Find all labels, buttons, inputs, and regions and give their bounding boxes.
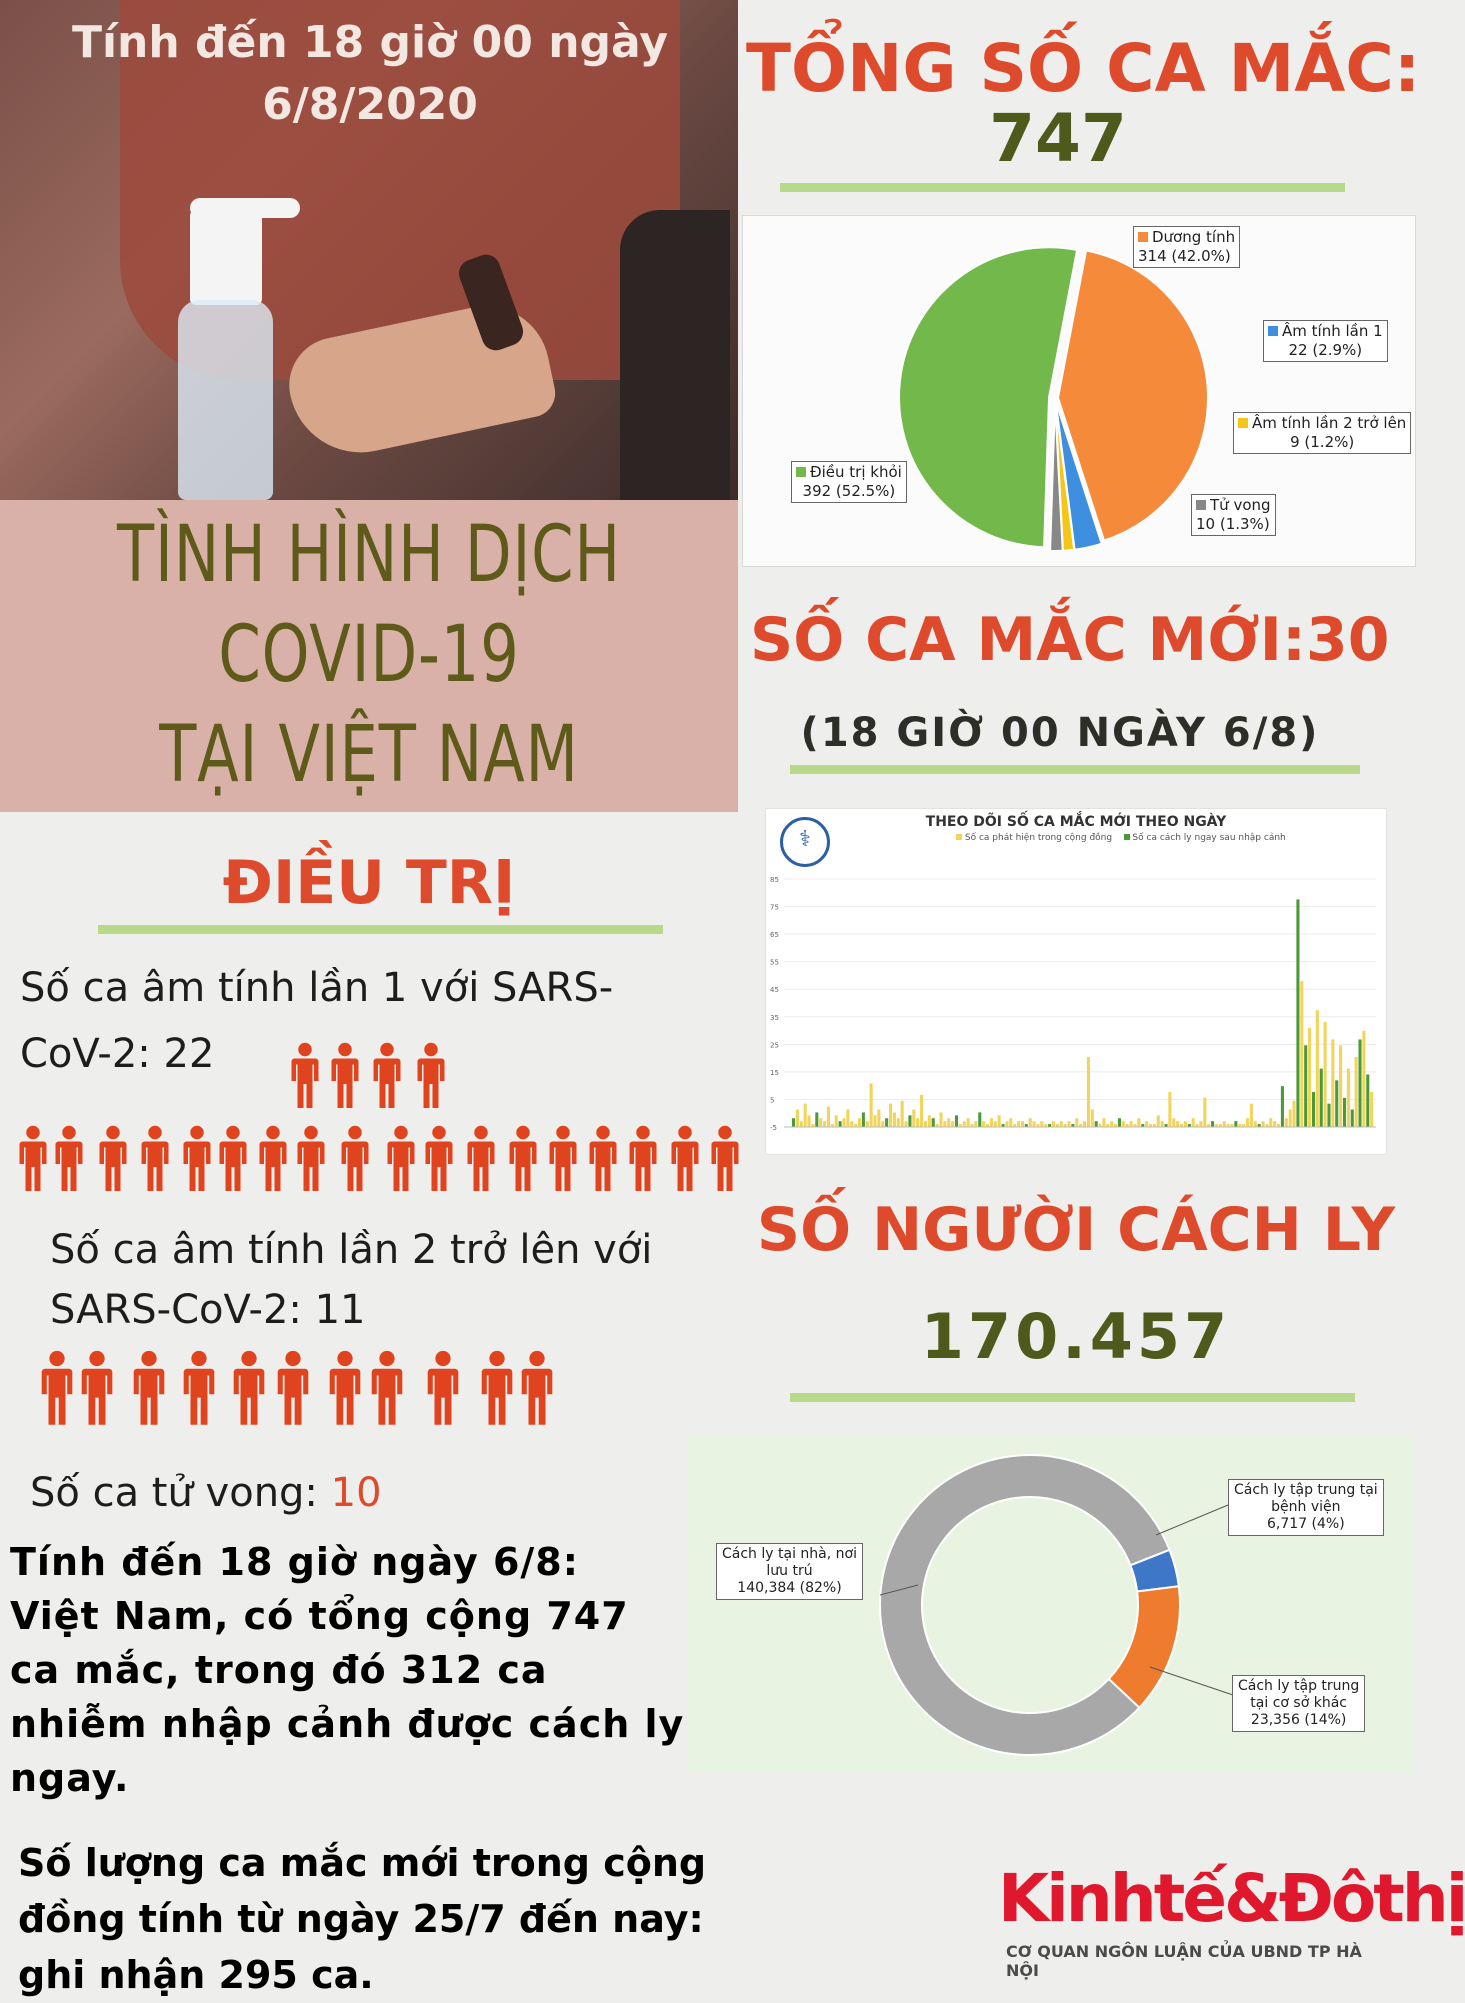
daily-bar <box>850 1121 853 1127</box>
daily-bar <box>982 1121 985 1127</box>
status-pie-chart <box>742 215 1416 567</box>
summary-paragraph: Tính đến 18 giờ ngày 6/8: Việt Nam, có tổng cộng 747 ca mắc, trong đó 312 ca nhiễm nhập cảnh được cách ly ngay. <box>10 1540 685 1800</box>
daily-bar <box>916 1118 919 1127</box>
daily-bar <box>1254 1121 1257 1127</box>
daily-bar <box>1130 1121 1133 1127</box>
death-count-value: 10 <box>330 1470 382 1516</box>
pie-label-recovered: Điều trị khỏi 392 (52.5%) <box>791 461 907 503</box>
isolation-donut-chart <box>688 1435 1414 1773</box>
daily-bar <box>1281 1086 1284 1127</box>
daily-bar <box>1370 1092 1373 1127</box>
daily-bar <box>823 1121 826 1127</box>
donut-label-other: Cách ly tập trung tại cơ sở khác 23,356 (14%) <box>1232 1675 1365 1732</box>
daily-bar <box>1320 1069 1323 1127</box>
daily-bar <box>990 1118 993 1127</box>
as-of-date: Tính đến 18 giờ 00 ngày 6/8/2020 <box>71 17 669 130</box>
y-tick-label: 55 <box>770 958 779 967</box>
daily-bar <box>912 1109 915 1127</box>
daily-bar <box>1234 1121 1237 1127</box>
daily-bar <box>1033 1121 1036 1127</box>
donut-label-home: Cách ly tại nhà, nơi lưu trú 140,384 (82%) <box>716 1543 863 1600</box>
daily-chart-title: THEO DÕI SỐ CA MẮC MỚI THEO NGÀY <box>925 814 1227 830</box>
daily-bar <box>1293 1101 1296 1127</box>
person-icon <box>40 1350 74 1425</box>
person-icon <box>548 1125 578 1191</box>
daily-bar <box>1300 981 1303 1127</box>
person-icon <box>340 1125 370 1191</box>
daily-bar <box>994 1121 997 1127</box>
daily-bar <box>792 1118 795 1127</box>
death-count-text: Số ca tử vong: 10 <box>30 1470 382 1516</box>
new-cases-label: SỐ CA MẮC MỚI:30 <box>750 605 1390 675</box>
daily-bar <box>1339 1045 1342 1127</box>
pie-label-negative-2: Âm tính lần 2 trở lên 9 (1.2%) <box>1233 412 1411 454</box>
total-cases-value: 747 <box>989 100 1127 177</box>
photo-chair-shape <box>620 210 730 500</box>
person-icon <box>670 1125 700 1191</box>
daily-bar <box>998 1115 1001 1127</box>
daily-bar <box>955 1115 958 1127</box>
daily-bar <box>846 1109 849 1127</box>
daily-bar <box>796 1109 799 1127</box>
ministry-health-logo-icon: ⚕ <box>780 817 830 867</box>
daily-cases-chart <box>765 808 1387 1155</box>
brand-tagline: CƠ QUAN NGÔN LUẬN CỦA UBND TP HÀ NỘI <box>1006 1942 1362 1980</box>
daily-bar <box>1223 1121 1226 1127</box>
daily-bar <box>1102 1118 1105 1127</box>
y-tick-label: 85 <box>770 876 779 884</box>
new-cases-time: (18 GIỜ 00 NGÀY 6/8) <box>800 710 1320 756</box>
daily-bar <box>808 1115 811 1127</box>
daily-bar <box>1362 1031 1365 1127</box>
title-line-2: COVID-19 <box>218 610 520 700</box>
daily-bar <box>1304 1045 1307 1127</box>
daily-bar <box>1075 1118 1078 1127</box>
daily-bar <box>905 1121 908 1127</box>
daily-bar <box>1122 1121 1125 1127</box>
brand-logo <box>998 1860 1465 1980</box>
person-icon <box>182 1125 212 1191</box>
negative-once-text: Số ca âm tính lần 1 với SARS- CoV-2: 22 <box>20 965 614 1077</box>
legend-square-icon <box>1138 232 1148 242</box>
daily-bar <box>819 1118 822 1127</box>
person-icon <box>520 1350 554 1425</box>
daily-bar <box>1083 1121 1086 1127</box>
daily-bar <box>873 1115 876 1127</box>
divider-bar <box>98 925 663 934</box>
daily-bar <box>978 1112 981 1127</box>
daily-bar <box>1250 1104 1253 1127</box>
daily-bar <box>1312 1092 1315 1127</box>
legend-square-icon <box>956 834 962 840</box>
person-icon <box>296 1125 326 1191</box>
daily-bar <box>943 1121 946 1127</box>
daily-bar <box>1118 1118 1121 1127</box>
daily-bar <box>901 1101 904 1127</box>
y-tick-label: 15 <box>770 1068 779 1077</box>
daily-bar <box>835 1115 838 1127</box>
daily-bar <box>881 1121 884 1127</box>
daily-bar <box>1358 1039 1361 1127</box>
daily-bar <box>893 1112 896 1127</box>
person-icon <box>140 1125 170 1191</box>
leader-line <box>1150 1667 1233 1695</box>
pie-label-negative-1: Âm tính lần 1 22 (2.9%) <box>1263 320 1388 362</box>
daily-bar <box>1137 1118 1140 1127</box>
person-icon <box>258 1125 288 1191</box>
daily-bar <box>885 1118 888 1127</box>
person-icon <box>508 1125 538 1191</box>
person-icon <box>328 1350 362 1425</box>
daily-bar <box>1161 1121 1164 1127</box>
daily-bar <box>1324 1022 1327 1127</box>
daily-bar <box>1017 1121 1020 1127</box>
sanitizer-bottle-icon <box>178 300 273 500</box>
daily-bar <box>877 1109 880 1127</box>
person-icon <box>132 1350 166 1425</box>
daily-bar <box>1366 1074 1369 1127</box>
daily-bar <box>1316 1010 1319 1127</box>
daily-bar <box>1091 1109 1094 1127</box>
daily-bar <box>951 1121 954 1127</box>
infographic-title <box>0 500 738 812</box>
daily-bar <box>908 1115 911 1127</box>
daily-bar <box>1246 1118 1249 1127</box>
daily-bar <box>1347 1069 1350 1127</box>
person-icon <box>182 1350 216 1425</box>
daily-bar <box>866 1121 869 1127</box>
legend-square-icon <box>1238 418 1248 428</box>
daily-bar <box>842 1118 845 1127</box>
daily-bar <box>1029 1118 1032 1127</box>
daily-bar <box>1199 1121 1202 1127</box>
daily-bar <box>804 1104 807 1127</box>
legend-square-icon <box>796 467 806 477</box>
daily-bar <box>947 1118 950 1127</box>
daily-bar <box>1273 1121 1276 1127</box>
brand-name: Kinhtế&Đôthị <box>998 1860 1465 1937</box>
daily-bar <box>1052 1121 1055 1127</box>
daily-cases-svg <box>766 809 1386 1154</box>
daily-chart-legend: Số ca phát hiện trong cộng đồng Số ca cách ly ngay sau nhập cảnh <box>956 833 1286 843</box>
daily-bar <box>1343 1098 1346 1127</box>
daily-bar <box>1145 1121 1148 1127</box>
title-line-1: TÌNH HÌNH DỊCH <box>117 510 621 600</box>
daily-bar <box>862 1112 865 1127</box>
daily-bar <box>1261 1121 1264 1127</box>
person-icon <box>98 1125 128 1191</box>
daily-bar <box>1095 1121 1098 1127</box>
daily-bar <box>1351 1109 1354 1127</box>
daily-bar <box>920 1095 923 1127</box>
person-icon <box>416 1042 446 1108</box>
daily-bar <box>1355 1057 1358 1127</box>
negative-twice-text: Số ca âm tính lần 2 trở lên với SARS-CoV-2: 11 <box>50 1227 653 1333</box>
daily-bar <box>1296 899 1299 1127</box>
daily-bar <box>1110 1121 1113 1127</box>
treatment-heading: ĐIỀU TRỊ <box>222 848 516 918</box>
daily-bar <box>967 1118 970 1127</box>
daily-bar <box>1211 1121 1214 1127</box>
daily-bar <box>827 1107 830 1127</box>
y-tick-label: 35 <box>770 1013 779 1022</box>
header-photo <box>0 0 738 500</box>
pie-label-positive: Dương tính 314 (42.0%) <box>1133 226 1240 268</box>
person-icon <box>80 1350 114 1425</box>
donut-segment <box>880 1455 1169 1755</box>
daily-bar <box>1335 1080 1338 1127</box>
person-icon <box>372 1042 402 1108</box>
daily-bar <box>1203 1098 1206 1127</box>
legend-square-icon <box>1268 326 1278 336</box>
person-icon <box>18 1125 48 1191</box>
daily-bar <box>889 1104 892 1127</box>
daily-bar <box>1067 1121 1070 1127</box>
person-icon <box>466 1125 496 1191</box>
daily-bar <box>928 1115 931 1127</box>
total-cases-label: TỔNG SỐ CA MẮC: <box>746 30 1421 107</box>
daily-bar <box>1060 1121 1063 1127</box>
person-icon <box>290 1042 320 1108</box>
person-icon <box>218 1125 248 1191</box>
daily-bar <box>1172 1118 1175 1127</box>
daily-bar <box>815 1112 818 1127</box>
pie-slice <box>899 247 1077 547</box>
y-tick-label: 25 <box>770 1041 779 1050</box>
daily-bar <box>1005 1121 1008 1127</box>
community-cases-paragraph: Số lượng ca mắc mới trong cộng đồng tính từ ngày 25/7 đến nay: ghi nhận 295 ca. <box>18 1841 707 1997</box>
person-icon <box>276 1350 310 1425</box>
daily-bar <box>1289 1109 1292 1127</box>
isolation-label: SỐ NGƯỜI CÁCH LY <box>756 1195 1396 1265</box>
photo-pump <box>190 210 262 305</box>
daily-bar <box>858 1118 861 1127</box>
daily-bar <box>1157 1115 1160 1127</box>
person-icon <box>54 1125 84 1191</box>
y-tick-label: 45 <box>770 986 779 995</box>
person-icon <box>424 1125 454 1191</box>
person-icon <box>710 1125 740 1191</box>
legend-square-icon <box>1124 834 1130 840</box>
daily-bar <box>963 1121 966 1127</box>
daily-bar <box>1331 1039 1334 1127</box>
daily-bar <box>800 1121 803 1127</box>
title-line-3: TẠI VIỆT NAM <box>159 710 579 800</box>
leader-line <box>1156 1505 1228 1535</box>
daily-bar <box>1269 1118 1272 1127</box>
daily-bar <box>924 1121 927 1127</box>
y-tick-label: 65 <box>770 931 779 940</box>
divider-bar <box>790 765 1360 774</box>
status-pie-svg <box>743 216 1415 566</box>
daily-bar <box>1184 1121 1187 1127</box>
daily-bar <box>1021 1121 1024 1127</box>
person-icon <box>588 1125 618 1191</box>
daily-bar <box>1009 1118 1012 1127</box>
daily-bar <box>1308 1028 1311 1127</box>
daily-bar <box>897 1118 900 1127</box>
donut-label-hospital: Cách ly tập trung tại bệnh viện 6,717 (4%) <box>1228 1479 1384 1536</box>
daily-bar <box>1192 1118 1195 1127</box>
isolation-value: 170.457 <box>920 1300 1232 1373</box>
legend-square-icon <box>1196 500 1206 510</box>
daily-bar <box>1168 1092 1171 1127</box>
daily-bar <box>839 1121 842 1127</box>
person-icon <box>628 1125 658 1191</box>
daily-bar <box>1285 1118 1288 1127</box>
divider-bar <box>780 183 1345 192</box>
y-tick-label: 5 <box>770 1096 775 1105</box>
person-icon <box>370 1350 404 1425</box>
daily-bar <box>870 1083 873 1127</box>
daily-bar <box>1040 1121 1043 1127</box>
daily-bar <box>939 1112 942 1127</box>
daily-bar <box>974 1121 977 1127</box>
pie-label-death: Tử vong 10 (1.3%) <box>1191 494 1276 536</box>
person-icon <box>386 1125 416 1191</box>
person-icon <box>232 1350 266 1425</box>
divider-bar <box>790 1393 1355 1402</box>
person-icon <box>426 1350 460 1425</box>
daily-bar <box>1176 1121 1179 1127</box>
y-tick-label: 75 <box>770 903 779 912</box>
person-icon <box>330 1042 360 1108</box>
person-icon <box>480 1350 514 1425</box>
daily-bar <box>932 1118 935 1127</box>
daily-bar <box>1327 1104 1330 1127</box>
daily-bar <box>1087 1057 1090 1127</box>
y-tick-label: -5 <box>770 1124 777 1132</box>
